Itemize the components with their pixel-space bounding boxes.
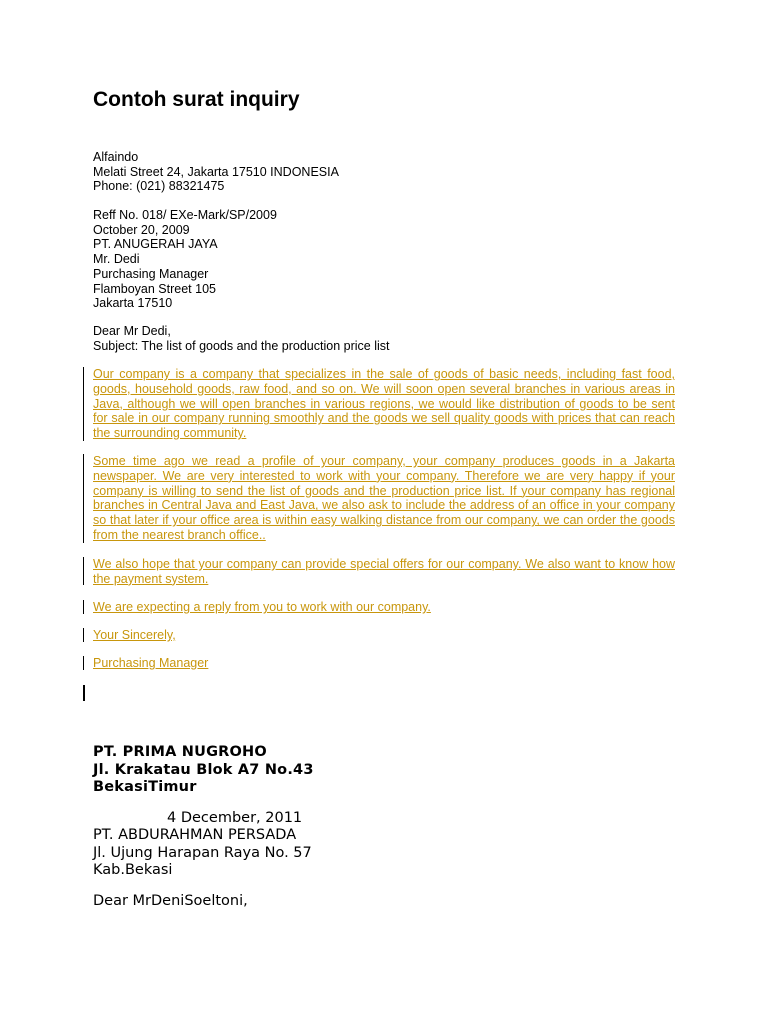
change-bar xyxy=(83,656,84,670)
letter2-sender xyxy=(93,744,314,797)
change-bar xyxy=(83,367,84,441)
letter2-recipient-line: PT. ABDURAHMAN PERSADA xyxy=(93,827,297,843)
letter2-sender-line: PT. PRIMA NUGROHO xyxy=(93,744,267,760)
letter2-recipient-line: Kab.Bekasi xyxy=(93,862,173,878)
body-paragraph: We are expecting a reply from you to work with our company. xyxy=(93,600,431,614)
letter2-sender-line: Jl. Krakatau Blok A7 No.43 xyxy=(93,761,314,778)
sender-line: Melati Street 24, Jakarta 17510 INDONESIA xyxy=(93,164,339,179)
signature-title: Purchasing Manager xyxy=(93,656,209,670)
greeting-block xyxy=(93,324,675,353)
change-bar xyxy=(83,557,84,585)
change-bar xyxy=(83,600,84,614)
reference-block xyxy=(93,208,675,311)
ref-line: Purchasing Manager xyxy=(93,266,209,281)
letter2-salutation: Dear MrDeniSoeltoni, xyxy=(93,893,248,909)
change-bar xyxy=(83,628,84,642)
text-cursor xyxy=(83,685,85,701)
sender-line: Alfaindo xyxy=(93,150,139,164)
document-title: Contoh surat inquiry xyxy=(93,88,300,111)
ref-line: PT. ANUGERAH JAYA xyxy=(93,237,218,252)
ref-line: Reff No. 018/ EXe-Mark/SP/2009 xyxy=(93,208,277,222)
letter2-recipient xyxy=(93,827,312,880)
subject-line: Subject: The list of goods and the production price list xyxy=(93,338,390,353)
closing: Your Sincerely, xyxy=(93,628,176,642)
salutation: Dear Mr Dedi, xyxy=(93,324,171,338)
ref-line: Flamboyan Street 105 xyxy=(93,281,216,296)
ref-line: October 20, 2009 xyxy=(93,222,190,237)
change-bar xyxy=(83,454,84,543)
sender-address xyxy=(93,150,675,194)
ref-line: Jakarta 17510 xyxy=(93,296,173,311)
letter2-sender-line: BekasiTimur xyxy=(93,779,197,795)
letter2-date: 4 December, 2011 xyxy=(167,810,303,826)
body-paragraph: Our company is a company that specializes in the sale of goods of basic needs, including fast food, goods, household goods, raw food, and so on. We will soon open several branches in various areas in Java, although we will open branches in various regions, we would like distribution of goods to be sent for sale in our company running smoothly and the goods we sell quality goods with prices that can reach the surrounding community. xyxy=(93,367,675,441)
body-paragraph: We also hope that your company can provide special offers for our company. We also want to know how the payment system. xyxy=(93,557,675,586)
body-paragraph: Some time ago we read a profile of your company, your company produces goods in a Jakarta newspaper. We are very interested to work with your company. Therefore we are very happy if your company is willing to send the list of goods and the production price list. If your company has regional branches in Central Java and East Java, we also ask to include the address of an office in your company so that later if your office area is within easy walking distance from our company, we can order the goods from the nearest branch office.. xyxy=(93,454,675,542)
letter2-recipient-line: Jl. Ujung Harapan Raya No. 57 xyxy=(93,844,312,861)
ref-line: Mr. Dedi xyxy=(93,252,140,267)
sender-line: Phone: (021) 88321475 xyxy=(93,179,225,194)
